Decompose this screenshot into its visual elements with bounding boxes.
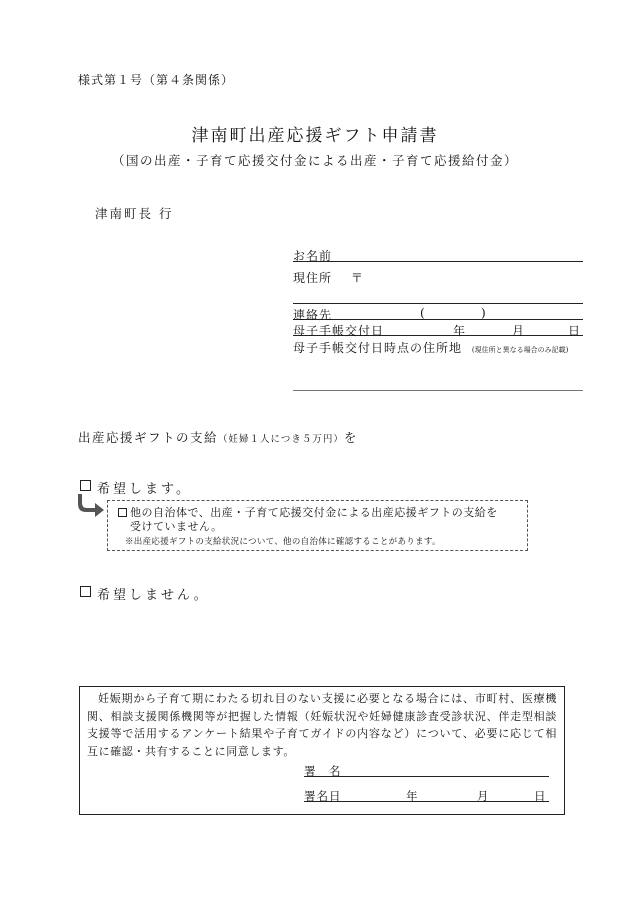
contact-label: 連絡先: [293, 308, 333, 322]
gift-lead-text: 出産応援ギフトの支給: [78, 430, 219, 445]
other-municipality-box: [107, 500, 528, 551]
no-wish-checkbox[interactable]: [80, 586, 91, 597]
signature-field[interactable]: [304, 763, 549, 777]
no-wish-label: 希望しません。: [97, 588, 210, 603]
sign-month: 月: [477, 789, 490, 803]
other-municipality-checkbox[interactable]: [118, 508, 127, 517]
handbook-address-line: [293, 390, 583, 391]
signature-label: 署 名: [304, 764, 342, 778]
other-municipality-text-1: 他の自治体で、出産・子育て応援交付金による出産応援ギフトの支給を: [130, 506, 498, 519]
gift-lead-note: （妊婦１人につき５万円）: [218, 434, 344, 445]
address-label: 現住所: [293, 271, 333, 285]
page-subtitle: （国の出産・子育て応援交付金による出産・子育て応援給付金）: [111, 153, 518, 168]
sign-day: 日: [534, 789, 547, 803]
other-municipality-text-2: 受けていません。: [130, 520, 223, 533]
contact-paren-open: (: [420, 306, 426, 320]
handbook-day: 日: [568, 324, 582, 338]
gift-lead-suffix: を: [343, 430, 358, 445]
gift-lead: [78, 428, 358, 446]
wish-label: 希望します。: [97, 482, 192, 497]
consent-box: [79, 686, 565, 815]
handbook-year: 年: [453, 324, 467, 338]
form-number: 様式第１号（第４条関係）: [78, 73, 235, 87]
postal-mark: 〒: [350, 271, 364, 285]
handbook-date-field[interactable]: [293, 322, 583, 336]
handbook-month: 月: [512, 324, 526, 338]
arrow-icon: [78, 494, 106, 518]
sign-date-field[interactable]: [304, 788, 549, 802]
name-label: お名前: [293, 249, 333, 263]
handbook-address-field[interactable]: [293, 339, 583, 353]
contact-paren-close: ): [481, 306, 487, 320]
wish-checkbox[interactable]: [80, 480, 91, 491]
consent-text: 妊娠期から子育て期にわたる切れ目のない支援に必要となる場合には、市町村、医療機関、相談支援関係機関等が把握した情報（妊娠状況や妊婦健康診査受診状況、伴走型相談支援等で活用するアンケート結果や子育てガイドの内容など）について、必要に応じて相互に確認・共有することに同意します。: [87, 692, 557, 758]
contact-field[interactable]: [293, 306, 583, 320]
handbook-address-note: (現住所と異なる場合のみ記載): [471, 346, 569, 354]
name-field[interactable]: [293, 247, 583, 262]
sign-date-label: 署名日: [304, 789, 342, 803]
other-municipality-note: ※出産応援ギフトの支給状況について、他の自治体に確認することがあります。: [125, 537, 441, 547]
handbook-address-label: 母子手帳交付日時点の住所地: [293, 341, 463, 355]
handbook-date-label: 母子手帳交付日: [293, 324, 385, 338]
sign-year: 年: [406, 789, 419, 803]
address-field[interactable]: [293, 269, 583, 283]
page-title: 津南町出産応援ギフト申請書: [191, 126, 439, 146]
address-continuation-line: [293, 303, 583, 304]
addressee: 津南町長 行: [95, 206, 174, 221]
